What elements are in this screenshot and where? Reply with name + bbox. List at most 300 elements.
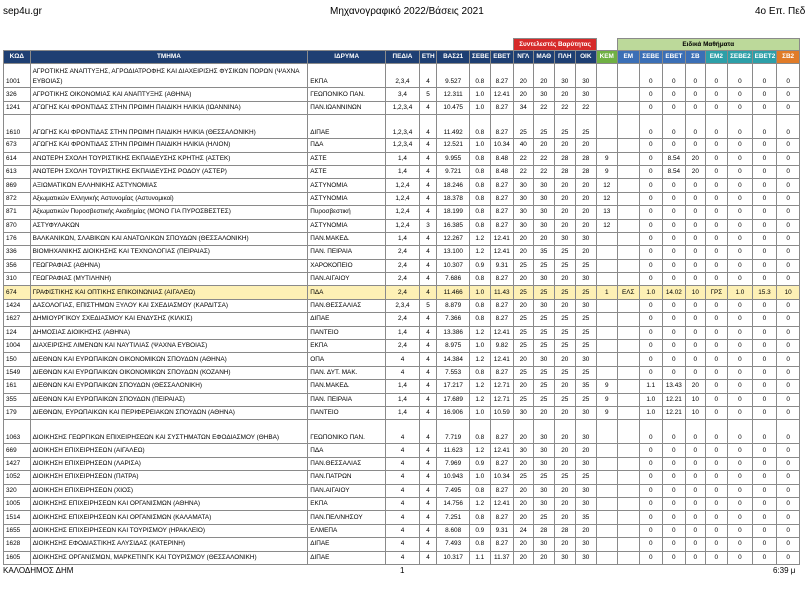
table-cell: 30	[575, 497, 597, 510]
table-cell: 10.475	[437, 101, 470, 114]
table-cell: 1.0	[640, 286, 663, 299]
table-cell: 0	[777, 115, 800, 139]
column-header: ΚΩΔ	[4, 51, 31, 64]
header-right-text: 4ο Επ. Πεδ	[755, 6, 805, 17]
table-row	[4, 165, 800, 178]
table-cell: 20	[575, 139, 597, 152]
table-cell: 1,4	[386, 152, 420, 165]
table-cell: ΔΗΜΟΣΙΑΣ ΔΙΟΙΚΗΣΗΣ (ΑΘΗΝΑ)	[30, 326, 308, 339]
table-cell: ΑΝΩΤΕΡΗ ΣΧΟΛΗ ΤΟΥΡΙΣΤΙΚΗΣ ΕΚΠΑΙΔΕΥΣΗΣ ΡΟΔΟΥ (ΑΣΤΕΡ)	[30, 165, 308, 178]
table-cell: 1.2	[470, 380, 490, 393]
column-header: ΙΔΡΥΜΑ	[308, 51, 386, 64]
table-cell: 0	[705, 165, 728, 178]
table-cell: 0	[752, 511, 777, 524]
table-cell: 4	[419, 457, 436, 470]
table-cell: 0	[728, 88, 753, 101]
table-cell: 4	[419, 551, 436, 564]
table-cell: 0	[705, 444, 728, 457]
table-cell: 1427	[4, 457, 31, 470]
table-row	[4, 524, 800, 537]
table-cell: 0	[705, 366, 728, 379]
table-cell: 1.0	[640, 393, 663, 406]
table-cell: 179	[4, 406, 31, 419]
table-cell	[617, 406, 640, 419]
table-cell: 310	[4, 273, 31, 286]
table-cell	[617, 299, 640, 312]
table-cell: 20	[514, 232, 533, 245]
table-cell: 1,2,4	[386, 206, 420, 219]
table-cell: 1.2	[470, 232, 490, 245]
table-cell: 0	[752, 457, 777, 470]
table-cell: 0	[640, 353, 663, 366]
page-header	[0, 0, 805, 24]
table-cell: 4	[419, 286, 436, 299]
table-cell: 0	[640, 511, 663, 524]
table-cell: 4	[419, 393, 436, 406]
table-cell: 2,4	[386, 286, 420, 299]
table-cell: 0	[705, 206, 728, 219]
table-cell: 0	[728, 246, 753, 259]
table-cell: 0	[705, 353, 728, 366]
table-cell: ΔΙΟΙΚΗΣΗ ΕΠΙΧΕΙΡΗΣΕΩΝ (ΠΑΤΡΑ)	[30, 471, 308, 484]
table-cell: 1,2,4	[386, 192, 420, 205]
table-cell: 0	[752, 232, 777, 245]
table-cell: 1605	[4, 551, 31, 564]
table-cell: 0	[662, 457, 686, 470]
table-cell: 0	[728, 457, 753, 470]
table-cell: 12.311	[437, 88, 470, 101]
table-cell: ΔΙΟΙΚΗΣΗ ΕΠΙΧΕΙΡΗΣΕΩΝ (ΑΙΓΑΛΕΩ)	[30, 444, 308, 457]
table-cell: 1.2	[470, 393, 490, 406]
table-cell: 25	[555, 326, 575, 339]
table-cell: 1052	[4, 471, 31, 484]
column-header: ΕΒΕΤ	[490, 51, 514, 64]
table-cell: ΓΕΩΓΡΑΦΙΑΣ (ΑΘΗΝΑ)	[30, 259, 308, 272]
table-cell: 0	[640, 232, 663, 245]
table-cell: 0	[777, 299, 800, 312]
table-cell: 20	[575, 206, 597, 219]
table-cell: 28	[575, 152, 597, 165]
table-cell: 9.527	[437, 64, 470, 88]
table-cell: 0	[640, 524, 663, 537]
table-cell: 0	[777, 165, 800, 178]
column-header: ΤΜΗΜΑ	[30, 51, 308, 64]
table-cell: 30	[575, 551, 597, 564]
table-cell: 25	[555, 366, 575, 379]
page-title: Μηχανογραφικό 2022/Βάσεις 2021	[330, 6, 484, 17]
table-cell: 1004	[4, 340, 31, 353]
table-cell: 0	[752, 313, 777, 326]
table-cell: 0	[662, 340, 686, 353]
table-cell: 0	[640, 88, 663, 101]
table-row	[4, 444, 800, 457]
table-cell: ΔΙΟΙΚΗΣΗΣ ΕΠΙΧΕΙΡΗΣΕΩΝ ΚΑΙ ΤΟΥΡΙΣΜΟΥ (ΗΡΑΚΛΕΙΟ)	[30, 524, 308, 537]
table-cell: 0	[752, 192, 777, 205]
table-cell: 0.8	[470, 273, 490, 286]
table-cell: 4	[419, 313, 436, 326]
table-cell: 0	[686, 326, 705, 339]
table-cell: 30	[575, 353, 597, 366]
table-cell: 0	[728, 380, 753, 393]
table-cell: 25	[575, 313, 597, 326]
table-cell: 1514	[4, 511, 31, 524]
table-cell: 0	[752, 101, 777, 114]
table-cell: 0	[752, 484, 777, 497]
table-cell: 1.2	[470, 326, 490, 339]
column-header: ΠΕΔΙΑ	[386, 51, 420, 64]
table-cell: 1001	[4, 64, 31, 88]
table-cell: 124	[4, 326, 31, 339]
table-cell: 8.975	[437, 340, 470, 353]
table-cell: 0	[752, 444, 777, 457]
table-row	[4, 538, 800, 551]
table-cell: 0	[728, 511, 753, 524]
table-cell: 0	[662, 538, 686, 551]
table-cell	[597, 139, 617, 152]
table-cell: 8.608	[437, 524, 470, 537]
table-cell: 0	[640, 340, 663, 353]
table-cell: ΔΙΕΘΝΩΝ, ΕΥΡΩΠΑΙΚΩΝ ΚΑΙ ΠΕΡΙΦΕΡΕΙΑΚΩΝ ΣΠΟΥΔΩΝ (ΑΘΗΝΑ)	[30, 406, 308, 419]
table-cell: 0	[752, 551, 777, 564]
table-cell: 0	[752, 206, 777, 219]
table-cell: 0	[686, 139, 705, 152]
table-cell: 9.721	[437, 165, 470, 178]
table-row	[4, 497, 800, 510]
table-cell: 1627	[4, 313, 31, 326]
table-row	[4, 246, 800, 259]
table-cell	[617, 313, 640, 326]
table-cell: 9	[597, 165, 617, 178]
table-cell: 4	[419, 353, 436, 366]
table-cell: ΔΙΠΑΕ	[308, 313, 386, 326]
table-cell: 4	[419, 444, 436, 457]
table-cell: 30	[514, 444, 533, 457]
table-cell: 7.553	[437, 366, 470, 379]
table-cell: 4	[386, 538, 420, 551]
table-row	[4, 457, 800, 470]
table-cell: 7.686	[437, 273, 470, 286]
table-cell: 30	[514, 192, 533, 205]
table-cell: 30	[514, 406, 533, 419]
table-cell: 4	[419, 380, 436, 393]
table-cell: ΑΣΤΥΝΟΜΙΑ	[308, 192, 386, 205]
table-cell: 20	[514, 273, 533, 286]
table-cell: 1,4	[386, 326, 420, 339]
table-cell: 25	[514, 286, 533, 299]
table-cell: 0	[640, 259, 663, 272]
column-header: ΣΒ	[686, 51, 705, 64]
table-cell: 4	[419, 115, 436, 139]
table-cell: 13.100	[437, 246, 470, 259]
table-cell	[597, 420, 617, 444]
column-header: ΕΜ	[617, 51, 640, 64]
table-cell: 30	[533, 299, 555, 312]
table-cell: 20	[514, 538, 533, 551]
table-cell: 0	[686, 259, 705, 272]
table-cell: ΔΙΠΑΕ	[308, 551, 386, 564]
table-cell: 10	[777, 286, 800, 299]
column-header: ΕΒΕΤ	[662, 51, 686, 64]
table-cell: 0	[640, 192, 663, 205]
table-cell: 10	[686, 406, 705, 419]
table-cell: 0	[686, 206, 705, 219]
table-cell	[597, 353, 617, 366]
table-cell: 1,2,4	[386, 179, 420, 192]
table-cell: 11.37	[490, 551, 514, 564]
table-cell: 28	[575, 165, 597, 178]
table-cell: 25	[533, 471, 555, 484]
table-cell: 1,4	[386, 406, 420, 419]
table-cell: 30	[575, 273, 597, 286]
table-cell: 20	[555, 406, 575, 419]
table-cell: 20	[514, 353, 533, 366]
table-cell: 12.267	[437, 232, 470, 245]
table-cell	[617, 420, 640, 444]
table-cell: 0	[705, 524, 728, 537]
footer-time: 6:39 μ	[773, 566, 796, 575]
table-cell: 1,4	[386, 393, 420, 406]
table-row	[4, 139, 800, 152]
table-cell	[617, 524, 640, 537]
table-cell: 22	[514, 165, 533, 178]
table-cell: 12.521	[437, 139, 470, 152]
table-cell: 0	[705, 484, 728, 497]
table-cell: ΔΙΕΘΝΩΝ ΚΑΙ ΕΥΡΩΠΑΙΚΩΝ ΟΙΚΟΝΟΜΙΚΩΝ ΣΠΟΥΔΩΝ (ΑΘΗΝΑ)	[30, 353, 308, 366]
table-cell: 12	[597, 219, 617, 232]
table-cell: ΔΙΟΙΚΗΣΗΣ ΕΦΟΔΙΑΣΤΙΚΗΣ ΑΛΥΣΙΔΑΣ (ΚΑΤΕΡΙΝΗ)	[30, 538, 308, 551]
table-cell: 25	[575, 115, 597, 139]
table-cell: 0	[777, 551, 800, 564]
table-cell: 4	[386, 457, 420, 470]
table-row	[4, 511, 800, 524]
table-cell: 0	[777, 406, 800, 419]
table-cell: 12.41	[490, 326, 514, 339]
table-row	[4, 219, 800, 232]
table-cell: 20	[555, 420, 575, 444]
table-cell: 20	[533, 406, 555, 419]
table-cell: 0	[640, 326, 663, 339]
table-cell: 2,4	[386, 259, 420, 272]
table-cell: 13.43	[662, 380, 686, 393]
table-cell: 8.27	[490, 366, 514, 379]
table-cell: 25	[575, 340, 597, 353]
table-cell: 0	[640, 538, 663, 551]
table-cell: 20	[555, 219, 575, 232]
table-cell: 8.27	[490, 179, 514, 192]
table-row	[4, 192, 800, 205]
table-cell: 20	[686, 152, 705, 165]
table-cell: 0	[777, 457, 800, 470]
table-cell	[617, 457, 640, 470]
table-cell	[617, 179, 640, 192]
table-cell: 4	[419, 259, 436, 272]
table-cell: 34	[514, 101, 533, 114]
table-cell: 0	[728, 551, 753, 564]
table-cell: 16.906	[437, 406, 470, 419]
table-cell	[617, 64, 640, 88]
table-cell: 8.27	[490, 101, 514, 114]
table-cell: 13.386	[437, 326, 470, 339]
table-cell: 35	[533, 246, 555, 259]
table-cell: 0	[640, 206, 663, 219]
table-cell: 0	[662, 192, 686, 205]
table-cell: 11.623	[437, 444, 470, 457]
table-cell: ΑΣΤΥΦΥΛΑΚΩΝ	[30, 219, 308, 232]
table-cell: ΑΞΙΩΜΑΤΙΚΩΝ ΕΛΛΗΝΙΚΗΣ ΑΣΤΥΝΟΜΙΑΣ	[30, 179, 308, 192]
table-cell: ΕΚΠΑ	[308, 64, 386, 88]
table-cell: 0	[686, 524, 705, 537]
table-cell: 0	[752, 471, 777, 484]
table-cell: 0	[752, 179, 777, 192]
table-cell: 0	[705, 393, 728, 406]
table-cell: 0	[728, 64, 753, 88]
table-cell: 4	[419, 538, 436, 551]
table-cell: 0	[728, 179, 753, 192]
table-cell: ΒΑΛΚΑΝΙΚΩΝ, ΣΛΑΒΙΚΩΝ ΚΑΙ ΑΝΑΤΟΛΙΚΩΝ ΣΠΟΥΔΩΝ (ΘΕΣΣΑΛΟΝΙΚΗ)	[30, 232, 308, 245]
table-cell: 25	[514, 313, 533, 326]
table-cell: 0	[640, 152, 663, 165]
table-cell: 4	[419, 232, 436, 245]
table-cell	[617, 115, 640, 139]
table-cell: ΑΝΩΤΕΡΗ ΣΧΟΛΗ ΤΟΥΡΙΣΤΙΚΗΣ ΕΚΠΑΙΔΕΥΣΗΣ ΚΡΗΤΗΣ (ΑΣΤΕΚ)	[30, 152, 308, 165]
table-cell: 20	[514, 497, 533, 510]
table-cell: 4	[419, 165, 436, 178]
table-cell: 1.1	[470, 551, 490, 564]
table-cell: 0	[640, 219, 663, 232]
table-cell: 12	[597, 179, 617, 192]
table-cell: 0	[752, 259, 777, 272]
table-cell: 0	[705, 340, 728, 353]
table-cell: 0	[662, 313, 686, 326]
table-cell: ΑΓΩΓΗΣ ΚΑΙ ΦΡΟΝΤΙΔΑΣ ΣΤΗΝ ΠΡΩΙΜΗ ΠΑΙΔΙΚΗ ΗΛΙΚΙΑ (ΘΕΣΣΑΛΟΝΙΚΗ)	[30, 115, 308, 139]
table-cell: 10	[686, 286, 705, 299]
table-cell: 4	[419, 340, 436, 353]
table-cell: ΕΛΣ	[617, 286, 640, 299]
table-cell: 9.955	[437, 152, 470, 165]
table-cell: 8.27	[490, 538, 514, 551]
table-cell: 25	[555, 313, 575, 326]
table-cell	[597, 299, 617, 312]
table-cell: 0.9	[470, 259, 490, 272]
table-cell: 25	[514, 115, 533, 139]
table-cell: 10.59	[490, 406, 514, 419]
table-cell: 1.2	[470, 246, 490, 259]
table-cell: 0	[728, 524, 753, 537]
table-cell: 0	[777, 511, 800, 524]
table-cell: 613	[4, 165, 31, 178]
table-cell: 9	[597, 152, 617, 165]
table-cell: 0	[640, 420, 663, 444]
table-cell: 8.48	[490, 165, 514, 178]
page-number: 1	[400, 566, 405, 575]
table-cell: 0	[686, 299, 705, 312]
table-cell: 0	[728, 152, 753, 165]
table-cell: 0	[728, 340, 753, 353]
table-cell: 0	[640, 551, 663, 564]
table-cell: 12.21	[662, 393, 686, 406]
table-cell: 25	[533, 115, 555, 139]
table-cell	[617, 497, 640, 510]
table-cell: 22	[533, 152, 555, 165]
table-cell: 0	[686, 115, 705, 139]
table-cell: 30	[575, 406, 597, 419]
table-cell: 20	[575, 444, 597, 457]
table-cell: ΑΓΩΓΗΣ ΚΑΙ ΦΡΟΝΤΙΔΑΣ ΣΤΗΝ ΠΡΩΙΜΗ ΠΑΙΔΙΚΗ ΗΛΙΚΙΑ (ΙΩΑΝΝΙΝΑ)	[30, 101, 308, 114]
table-cell: 20	[514, 88, 533, 101]
column-header: ΠΛΗ	[555, 51, 575, 64]
table-cell: 30	[533, 192, 555, 205]
table-row	[4, 273, 800, 286]
table-cell: 25	[575, 471, 597, 484]
table-row	[4, 286, 800, 299]
table-cell: 0.9	[470, 524, 490, 537]
table-cell: 14.02	[662, 286, 686, 299]
table-cell: 356	[4, 259, 31, 272]
table-cell: 20	[555, 353, 575, 366]
table-cell	[617, 366, 640, 379]
table-cell: 0	[640, 115, 663, 139]
table-cell: 0	[705, 457, 728, 470]
table-cell	[617, 273, 640, 286]
table-cell: 0	[686, 497, 705, 510]
table-cell	[617, 393, 640, 406]
table-cell: 25	[555, 115, 575, 139]
table-cell: 14.756	[437, 497, 470, 510]
table-cell: 25	[575, 393, 597, 406]
table-cell: 8.27	[490, 511, 514, 524]
table-cell: 0	[640, 64, 663, 88]
table-row	[4, 313, 800, 326]
table-cell: 2,4	[386, 340, 420, 353]
table-cell: 870	[4, 219, 31, 232]
table-cell: 20	[514, 380, 533, 393]
table-cell: 0	[640, 273, 663, 286]
table-cell: 0	[662, 497, 686, 510]
table-cell: ΠΑΝ.ΑΙΓΑΙΟΥ	[308, 484, 386, 497]
table-cell	[597, 497, 617, 510]
table-cell: 30	[533, 179, 555, 192]
table-cell	[597, 444, 617, 457]
column-header: ΜΑΘ	[533, 51, 555, 64]
table-cell: 0	[728, 232, 753, 245]
site-label: sep4u.gr	[3, 6, 42, 17]
table-cell: 4	[386, 497, 420, 510]
table-cell: 28	[555, 152, 575, 165]
table-cell	[617, 165, 640, 178]
table-row	[4, 179, 800, 192]
column-header: ΚΕΜ	[597, 51, 617, 64]
table-cell: 0	[777, 538, 800, 551]
table-cell	[597, 538, 617, 551]
table-row	[4, 393, 800, 406]
table-cell: 1.0	[470, 471, 490, 484]
table-cell: 22	[533, 101, 555, 114]
table-cell: 25	[555, 471, 575, 484]
table-row	[4, 206, 800, 219]
table-cell: 0	[640, 101, 663, 114]
table-cell: 0	[705, 115, 728, 139]
table-cell: 7.251	[437, 511, 470, 524]
table-cell: ΔΙΟΙΚΗΣΗΣ ΕΠΙΧΕΙΡΗΣΕΩΝ ΚΑΙ ΟΡΓΑΝΙΣΜΩΝ (ΚΑΛΑΜΑΤΑ)	[30, 511, 308, 524]
table-cell: 25	[533, 511, 555, 524]
table-cell: 0	[728, 484, 753, 497]
table-cell: 1.0	[470, 406, 490, 419]
table-cell: 4	[386, 420, 420, 444]
table-cell: 4	[419, 471, 436, 484]
table-cell	[597, 64, 617, 88]
table-cell: 0	[640, 313, 663, 326]
table-cell: 1.0	[470, 286, 490, 299]
